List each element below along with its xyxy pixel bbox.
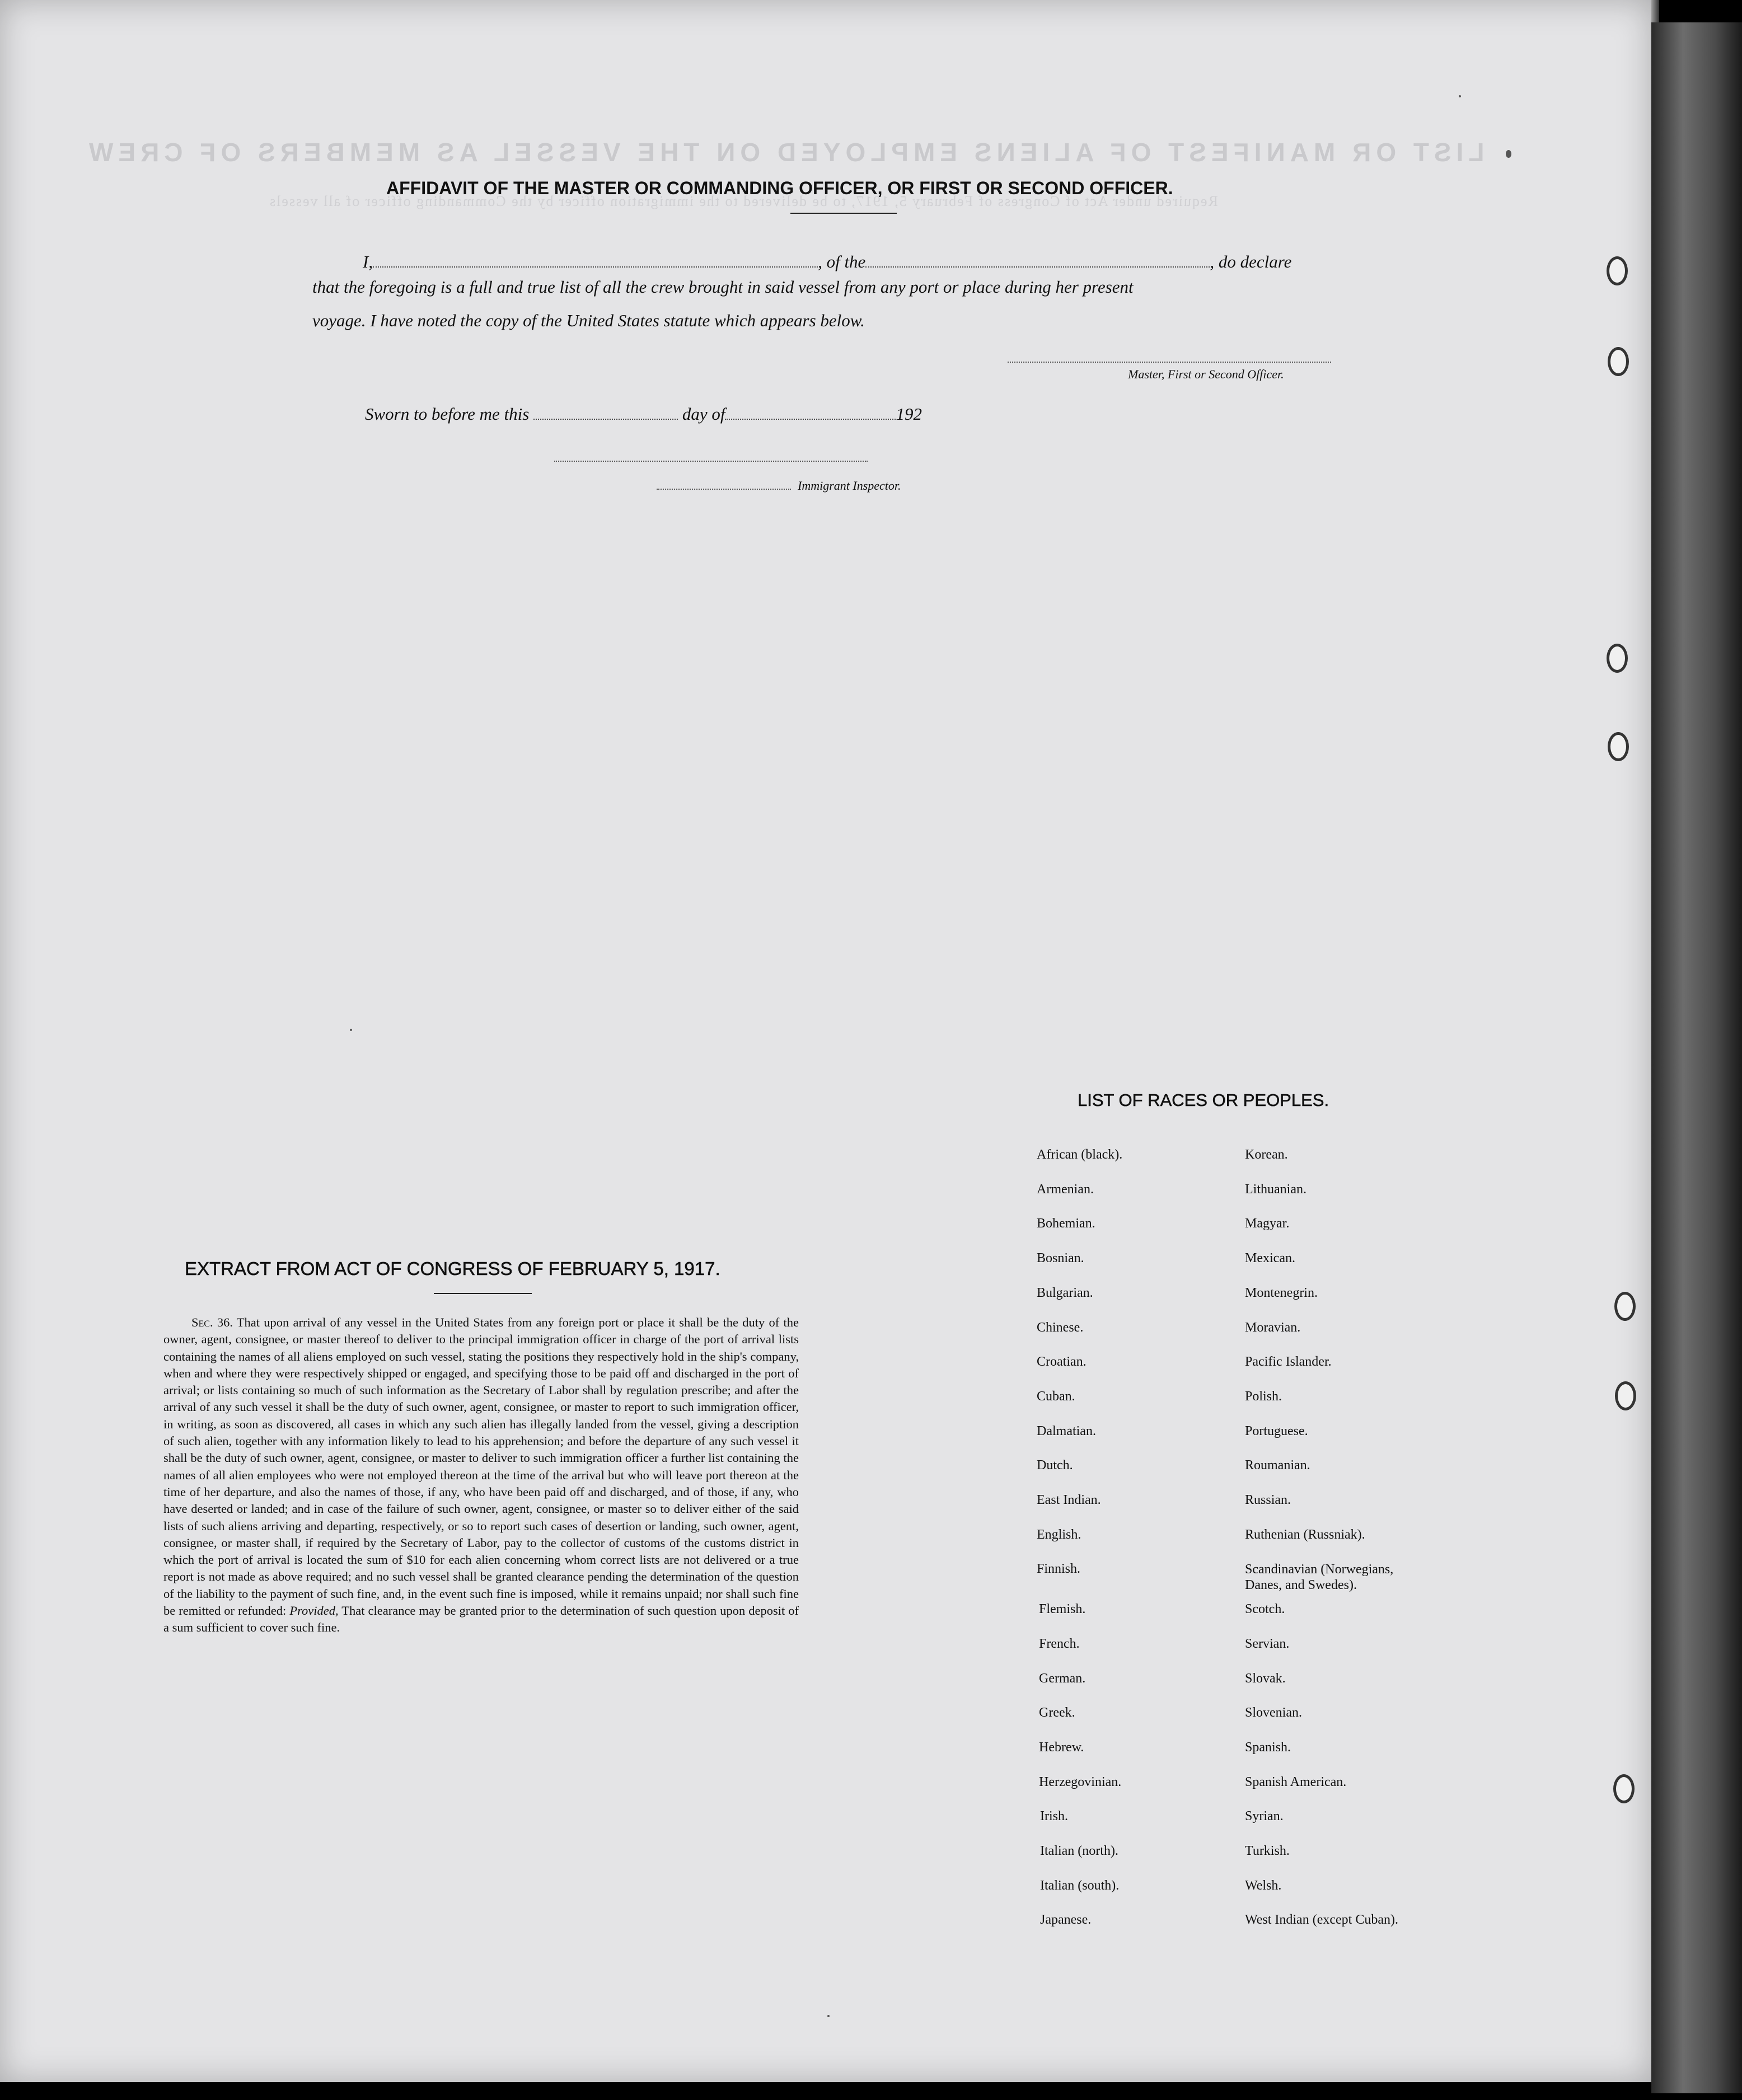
race-item-right: West Indian (except Cuban). [1245,1912,1398,1928]
name-blank [373,266,818,268]
provided-term: Provided, [289,1604,339,1618]
race-item-right: Lithuanian. [1245,1182,1306,1197]
race-item-left: Finnish. [1037,1562,1081,1577]
race-item-left: Italian (north). [1040,1844,1118,1858]
inspector-caption-lead [657,489,791,490]
punch-hole [1614,1292,1636,1321]
day-blank [533,419,678,420]
race-item-right: Polish. [1245,1389,1282,1404]
race-item-left: Armenian. [1037,1182,1094,1197]
race-item-right: Scotch. [1245,1602,1285,1617]
sworn-line [365,404,922,424]
punch-hole [1607,644,1628,673]
race-item-right: Magyar. [1245,1216,1290,1231]
race-item-right: Russian. [1245,1493,1291,1507]
punch-hole [1607,256,1628,285]
reverse-side-bleed-through-line: Required under Act of Congress of February 5, 1917, to be delivered to the immigration officer by the Commanding officer of all vessels [269,193,1218,209]
race-item-left: Greek. [1039,1705,1075,1721]
master-caption: Master, First or Second Officer. [1128,367,1284,381]
race-item-right: Portuguese. [1245,1423,1308,1438]
race-item-right: Roumanian. [1245,1458,1310,1473]
year-text: 192 [896,404,922,424]
ink-mark [1506,150,1511,158]
race-item-right: Slovak. [1245,1671,1286,1686]
race-item-right: Spanish American. [1245,1774,1347,1789]
race-item-left: Bosnian. [1037,1251,1084,1266]
page-stack-edge [1651,22,1742,2093]
race-item-right: Spanish. [1245,1740,1291,1755]
race-item-left: Hebrew. [1039,1740,1084,1755]
race-item-right: Moravian. [1245,1320,1301,1335]
race-item-right: Mexican. [1245,1251,1295,1266]
races-title: LIST OF RACES OR PEOPLES. [1078,1090,1329,1110]
extract-text-part-1: That upon arrival of any vessel in the United States from any foreign port or place it shall be the duty of the owner, agent, consignee, or master thereof to deliver to the principal immigration officer in charge of the port of arrival lists containing the names of all aliens employed on such vessel, stating the positions they respectively hold in the ship's company, when and where they were respectively shipped or engaged, and specifying those to be paid off and discharged in the port of arrival; or lists containing so much of such information as the Secretary of Labor shall by regulation prescribe; and after the arrival of any such vessel it shall be the duty of such owner, agent, consignee, or master to report to such immigration officer, in writing, as soon as discovered, all cases in which any such alien has illegally landed from the vessel, giving a description of such alien, together with any information likely to lead to his apprehension; and before the departure of any such vessel it shall be the duty of such owner, agent, consignee, or master to deliver to such immigration officer a further list containing the names of all alien employees who were not employed thereon at the time of the arrival but who will leave port thereon at the time of her departure, and also the names of those, if any, who have been paid off and discharged, and of those, if any, who have deserted or landed; and in case of the failure of such owner, agent, consignee, or master so to deliver either of the said lists of such aliens arriving and departing, respectively, or so to report such cases of desertion or landing, such owner, agent, consignee, or master shall, if required by the Secretary of Labor, pay to the collector of customs of the customs district in which the port of arrival is located the sum of $10 for each alien concerning whom correct lists are not delivered or a true report is not made as above required; and no such vessel shall be granted clearance pending the determination of the question of the liability to the payment of such fine, and, in the event such fine is imposed, while it remains unpaid; nor shall such fine be remitted or refunded: [163,1315,799,1618]
affidavit-title-rule [790,213,897,214]
race-item-left: Chinese. [1037,1320,1084,1335]
race-item-left: Japanese. [1040,1912,1092,1928]
affidavit-line-3: voyage. I have noted the copy of the United States statute which appears below. [312,311,865,330]
affidavit-of-the: , of the [818,252,866,271]
race-item-left: Irish. [1040,1809,1068,1824]
inspector-caption: Immigrant Inspector. [798,479,901,493]
punch-hole [1608,732,1629,761]
race-item-left: East Indian. [1037,1493,1101,1507]
punch-hole [1615,1381,1636,1410]
affidavit-declare: , do declare [1210,252,1292,271]
affidavit-line-2: that the foregoing is a full and true list of all the crew brought in said vessel from any port or place during her present [312,277,1134,297]
month-blank [725,419,896,420]
race-item-right: Turkish. [1245,1844,1290,1858]
vessel-blank [865,266,1210,268]
race-item-left: Bulgarian. [1037,1285,1093,1300]
affidavit-line-1 [363,252,1291,272]
race-item-left: English. [1037,1527,1081,1542]
extract-body [163,1314,799,1637]
ink-speck [1459,95,1461,97]
inspector-signature-line [554,461,868,462]
race-item-right: Pacific Islander. [1245,1354,1332,1370]
race-item-left: Dutch. [1037,1458,1073,1473]
race-item-left: Bohemian. [1037,1216,1095,1231]
reverse-side-bleed-through: LIST OR MANIFEST OF ALIENS EMPLOYED ON THE VESSEL AS MEMBERS OF CREW [84,138,1485,167]
race-item-left: German. [1039,1671,1086,1686]
race-item-right: Syrian. [1245,1809,1284,1824]
race-item-right: Scandinavian (Norwegians, Danes, and Swedes). [1245,1562,1394,1593]
race-item-left: French. [1039,1636,1080,1651]
extract-title: EXTRACT FROM ACT OF CONGRESS OF FEBRUARY 5, 1917. [185,1258,720,1279]
ink-speck [350,1029,352,1031]
race-item-left: Italian (south). [1040,1878,1120,1893]
race-item-right: Servian. [1245,1636,1290,1651]
sec-label: Sec. 36. [191,1315,233,1329]
race-item-left: Herzegovinian. [1039,1774,1122,1789]
day-of-text: day of [682,404,725,424]
race-item-right: Welsh. [1245,1878,1282,1893]
affidavit-title: AFFIDAVIT OF THE MASTER OR COMMANDING OFFICER, OR FIRST OR SECOND OFFICER. [386,178,1173,198]
master-signature-line [1008,362,1331,363]
punch-hole [1613,1774,1635,1803]
ink-speck [827,2015,830,2017]
race-item-left: African (black). [1037,1147,1123,1162]
race-item-right: Korean. [1245,1147,1288,1162]
sworn-text: Sworn to before me this [365,404,530,424]
punch-hole [1608,347,1629,376]
race-item-right: Slovenian. [1245,1705,1302,1721]
affidavit-i: I, [363,252,373,271]
race-item-left: Dalmatian. [1037,1423,1096,1438]
race-item-left: Croatian. [1037,1354,1087,1370]
race-item-left: Cuban. [1037,1389,1075,1404]
extract-title-rule [434,1293,532,1294]
race-item-left: Flemish. [1039,1602,1086,1617]
race-item-right: Ruthenian (Russniak). [1245,1527,1365,1542]
extract-text-part-2: That clearance may be granted prior to the determination of such question upon deposit of a sum sufficient to cover such fine. [163,1604,799,1635]
race-item-right: Montenegrin. [1245,1285,1318,1300]
